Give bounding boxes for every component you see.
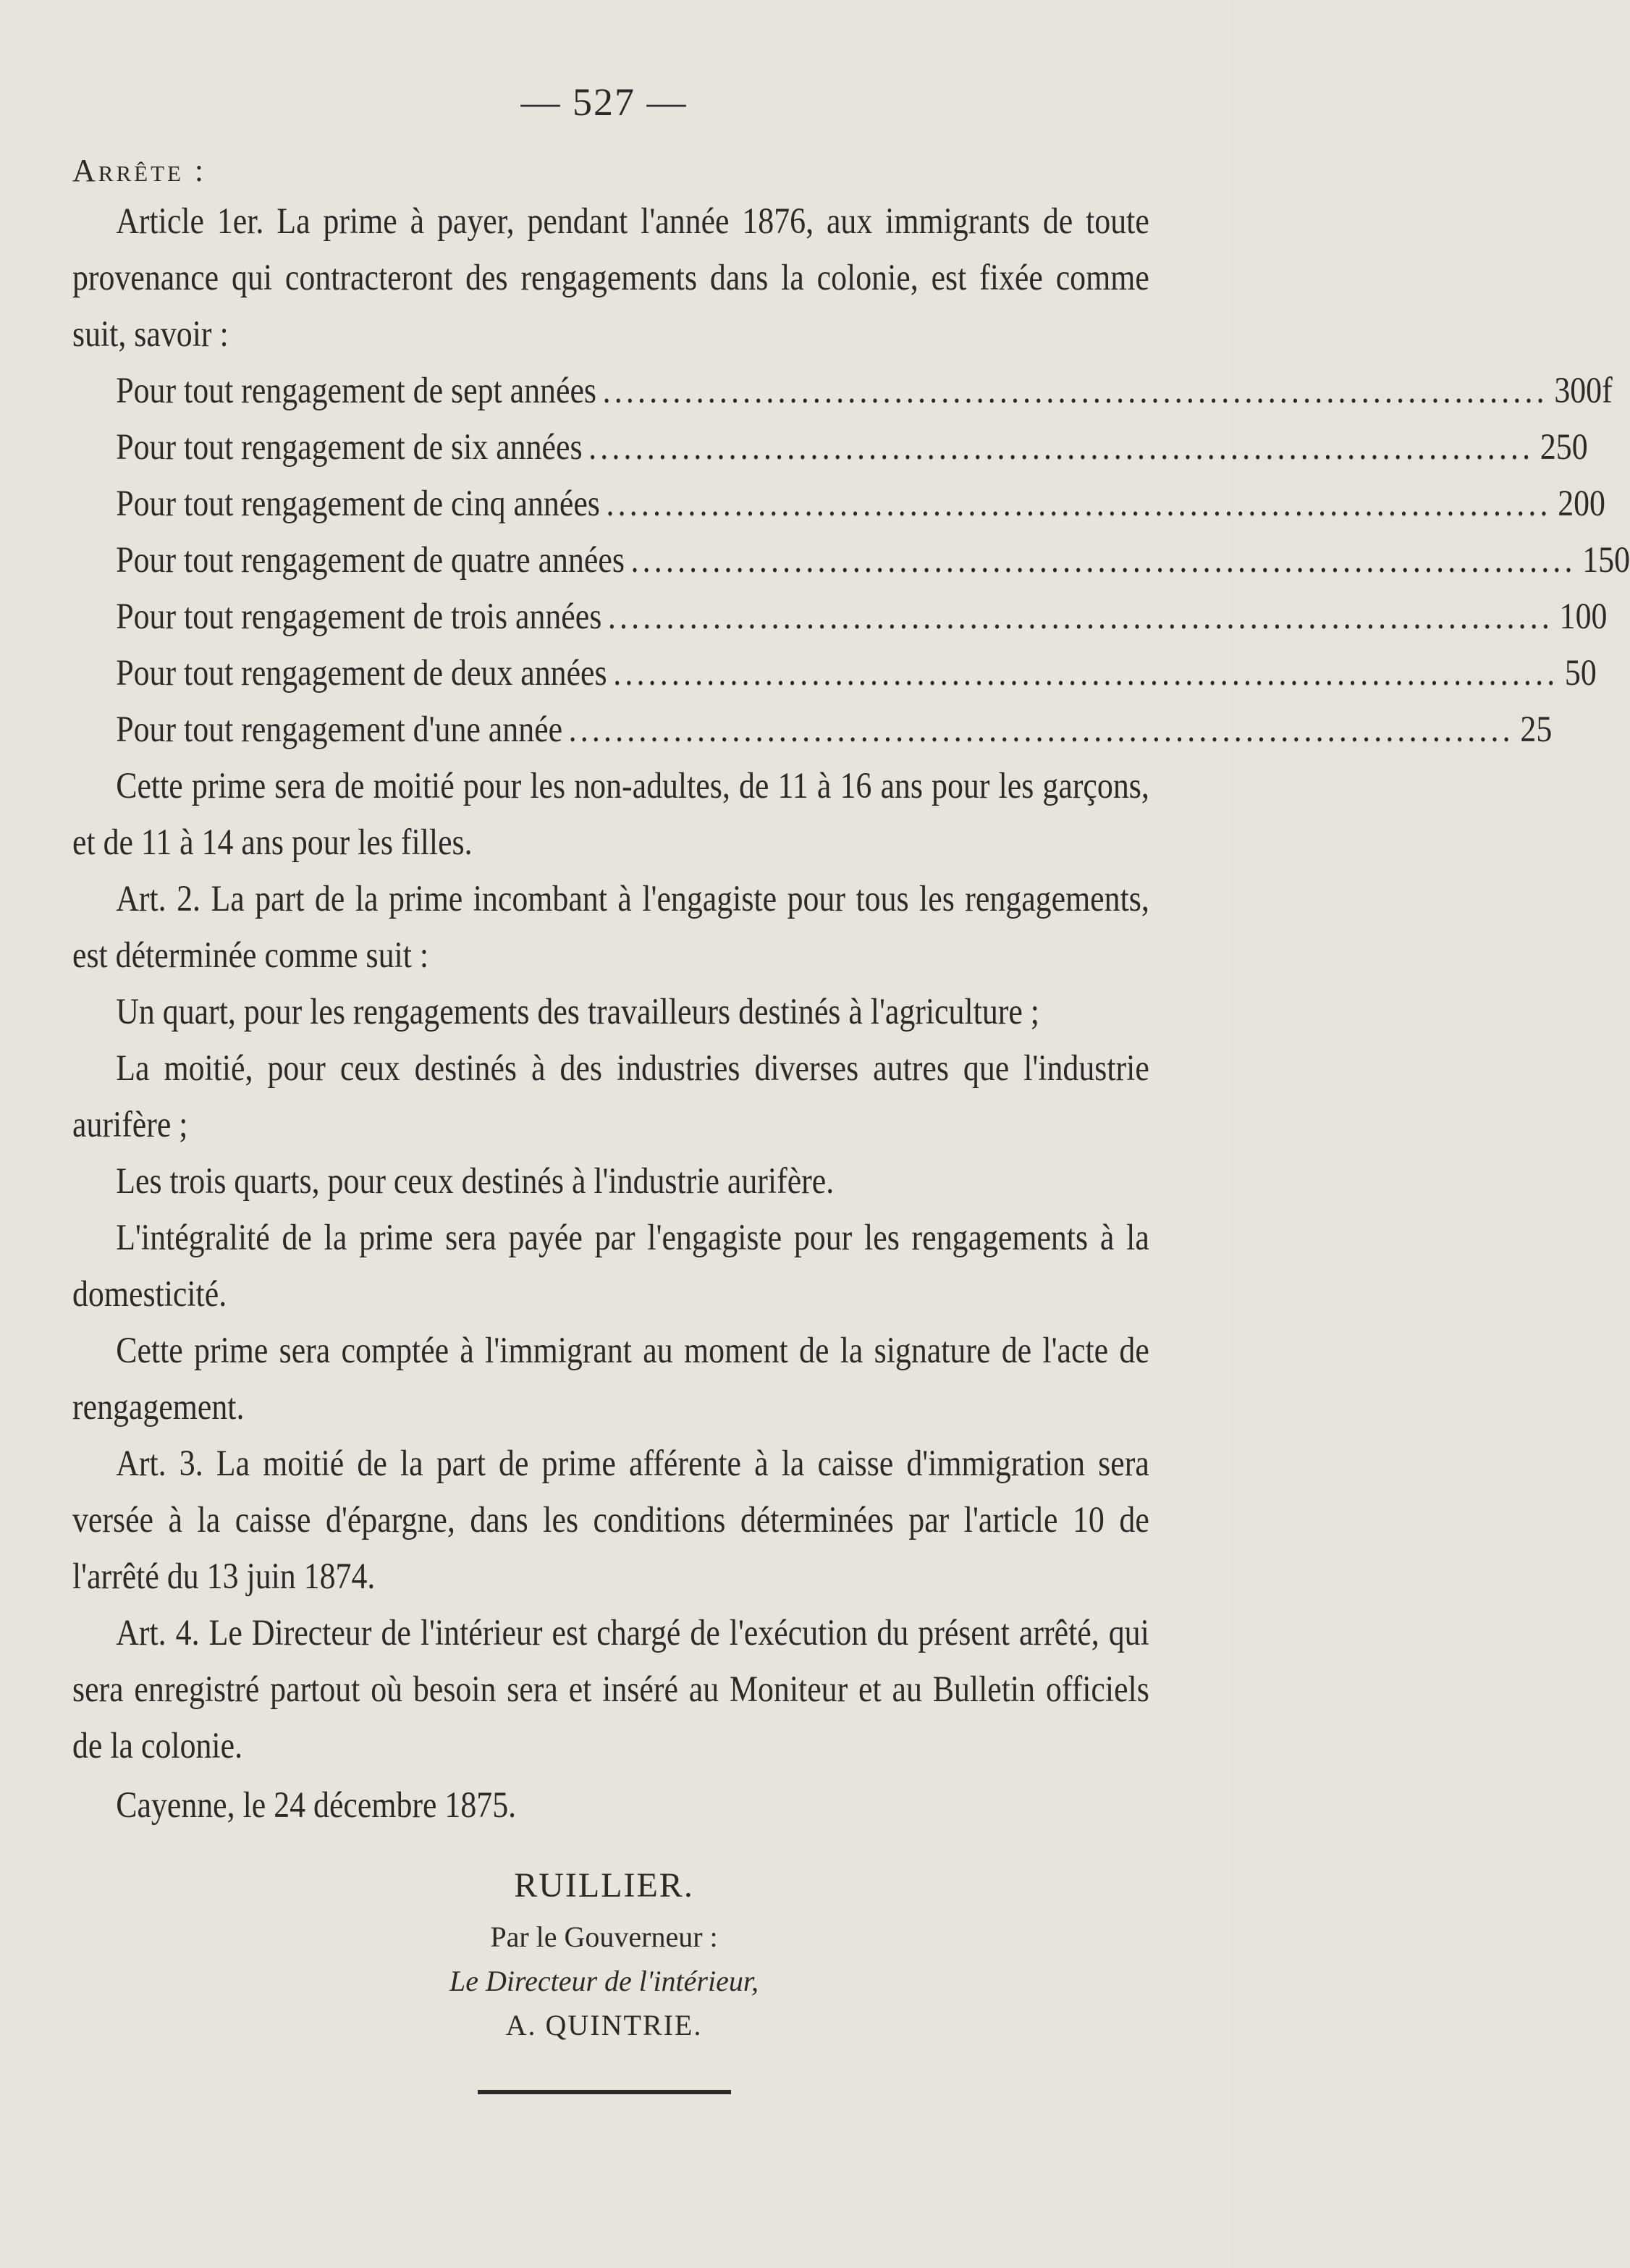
three-quarters-clause: Les trois quarts, pour ceux destinés à l'industrie aurifère. [116,1161,835,1202]
decree-body [72,193,1630,1834]
rate-amount: 200 [1558,484,1605,524]
leader-dots: ................................................................................. [588,427,1534,468]
quarter-clause: Un quart, pour les rengagements des travailleurs destinés à l'agriculture ; [116,992,1039,1032]
rate-amount: 150 [1582,540,1630,581]
rate-amount: 50 [1564,653,1597,694]
half-clause: La moitié, pour ceux destinés à des industries diverses autres que l'industrie aurifère ; [72,1048,1149,1145]
leader-dots: ................................................................................. [568,709,1514,750]
leader-dots: ................................................................................. [606,484,1552,524]
page-number: — 527 — [520,80,688,124]
article-2: Art. 2. La part de la prime incombant à l'engagiste pour tous les rengagements, est déterminée comme suit : [72,879,1149,976]
article-3: Art. 3. La moitié de la part de prime afférente à la caisse d'immigration sera versée à la caisse d'épargne, dans les conditions déterminées par l'article 10 de l'arrêté du 13 juin 1874. [72,1443,1149,1597]
signature: RUILLIER. [514,1866,694,1905]
decree-date: Cayenne, le 24 décembre 1875. [116,1785,517,1826]
leader-dots: ................................................................................. [602,371,1548,411]
rate-label: Pour tout rengagement de deux années [116,653,607,694]
rate-row [72,363,1613,419]
article-1: Article 1er. La prime à payer, pendant l'année 1876, aux immigrants de toute provenance qui contracteront des rengagements dans la colonie, est fixée comme suit, savoir : [72,201,1149,355]
rate-label: Pour tout rengagement d'une année [116,709,563,750]
half-rate-clause: Cette prime sera de moitié pour les non-adultes, de 11 à 16 ans pour les garçons, et de 11 à 14 ans pour les filles. [72,766,1149,863]
rate-label: Pour tout rengagement de six années [116,427,583,468]
payment-clause: Cette prime sera comptée à l'immigrant au moment de la signature de l'acte de rengagement. [72,1331,1149,1428]
director-title: Le Directeur de l'intérieur, [449,1965,759,1997]
rate-amount: 300f [1554,371,1613,411]
rate-amount: 250 [1540,427,1588,468]
decree-heading: Arrête : [72,153,207,188]
leader-dots: ................................................................................. [630,540,1576,581]
rate-row [72,701,1553,758]
end-rule [478,2090,731,2094]
director-name: A. QUINTRIE. [505,2009,703,2041]
rate-row [72,476,1605,532]
rate-label: Pour tout rengagement de quatre années [116,540,625,581]
rate-amount: 25 [1520,709,1553,750]
rate-amount: 100 [1559,596,1608,637]
rate-label: Pour tout rengagement de cinq années [116,484,600,524]
rate-label: Pour tout rengagement de sept années [116,371,596,411]
rate-row [72,589,1608,645]
leader-dots: ................................................................................. [607,596,1554,637]
rate-row [72,419,1588,476]
article-4: Art. 4. Le Directeur de l'intérieur est chargé de l'exécution du présent arrêté, qui sera enregistré partout où besoin sera et inséré au Moniteur et au Bulletin officiels de la colonie. [72,1613,1149,1766]
leader-dots: ................................................................................. [613,653,1559,694]
full-clause: L'intégralité de la prime sera payée par l'engagiste pour les rengagements à la domesticité. [72,1218,1149,1315]
by-governor: Par le Gouverneur : [490,1921,718,1953]
rate-row [72,645,1597,701]
rate-row [72,532,1630,589]
rate-label: Pour tout rengagement de trois années [116,596,602,637]
